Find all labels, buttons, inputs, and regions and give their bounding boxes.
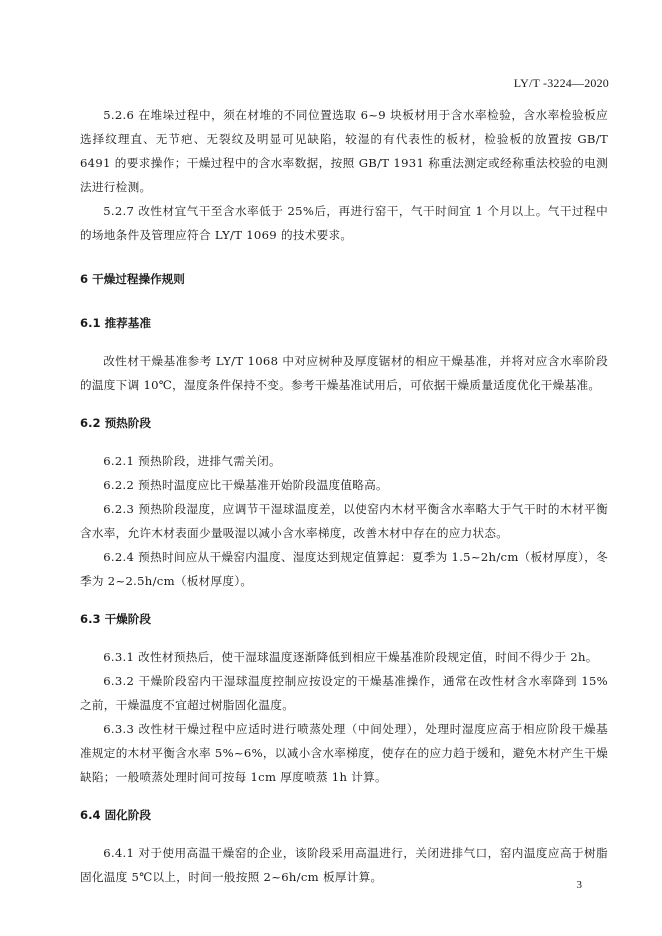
clause-5-2-7: 5.2.7 改性材宜气干至含水率低于 25%后，再进行窑干，气干时间宜 1 个月以上。气干过程中的场地条件及管理应符合 LY/T 1069 的技术要求。 xyxy=(80,204,608,242)
section-6-2-heading: 6.2 预热阶段 xyxy=(80,416,151,430)
section-6-1-paragraph: 改性材干燥基准参考 LY/T 1068 中对应树种及厚度锯材的相应干燥基准，并将对应含水率阶段的温度下调 10℃，湿度条件保持不变。参考干燥基准试用后，可依据干燥质量适度优化干燥基准。 xyxy=(80,354,608,392)
clause-6-2-4: 6.2.4 预热时间应从干燥窑内温度、湿度达到规定值算起：夏季为 1.5~2h/cm（板材厚度），冬季为 2~2.5h/cm（板材厚度）。 xyxy=(80,550,608,588)
section-6-1-heading: 6.1 推荐基准 xyxy=(80,316,151,330)
chapter-6-heading: 6 干燥过程操作规则 xyxy=(80,272,185,286)
clause-6-3-2: 6.3.2 干燥阶段窑内干湿球温度控制应按设定的干燥基准操作，通常在改性材含水率降到 15%之前，干燥温度不宜超过树脂固化温度。 xyxy=(80,674,608,712)
clause-6-4-1: 6.4.1 对于使用高温干燥窑的企业，该阶段采用高温进行，关闭进排气口，窑内温度应高于树脂固化温度 5℃以上，时间一般按照 2~6h/cm 板厚计算。 xyxy=(80,846,608,884)
clause-6-3-1: 6.3.1 改性材预热后，使干湿球温度逐渐降低到相应干燥基准阶段规定值，时间不得少于 2h。 xyxy=(103,650,598,664)
clause-6-2-3: 6.2.3 预热阶段湿度，应调节干湿球温度差，以使窑内木材平衡含水率略大于气干时的木材平衡含水率，允许木材表面少量吸湿以减小含水率梯度，改善木材中存在的应力状态。 xyxy=(80,502,608,540)
clause-5-2-6: 5.2.6 在堆垛过程中，须在材堆的不同位置选取 6~9 块板材用于含水率检验，含水率检验板应选择纹理直、无节疤、无裂纹及明显可见缺陷，较湿的有代表性的板材，检验板的放置按 GB/T 6491 的要求操作；干燥过程中的含水率数据，按照 GB/T 1931 称重法测定或经称重法校验的电测法进行检测。 xyxy=(80,108,608,194)
document-body xyxy=(80,103,608,889)
section-6-3-heading: 6.3 干燥阶段 xyxy=(80,612,151,626)
section-6-4-heading: 6.4 固化阶段 xyxy=(80,808,151,822)
clause-6-2-1: 6.2.1 预热阶段，进排气需关闭。 xyxy=(103,454,281,468)
standard-code: LY/T -3224—2020 xyxy=(513,76,609,90)
page-number: 3 xyxy=(576,879,582,891)
clause-6-3-3: 6.3.3 改性材干燥过程中应适时进行喷蒸处理（中间处理），处理时湿度应高于相应阶段干燥基准规定的木材平衡含水率 5%~6%，以减小含水率梯度，使存在的应力趋于缓和，避免木材产生干燥缺陷；一般喷蒸处理时间可按每 1cm 厚度喷蒸 1h 计算。 xyxy=(80,722,608,784)
clause-6-2-2: 6.2.2 预热时温度应比干燥基准开始阶段温度值略高。 xyxy=(103,478,388,492)
